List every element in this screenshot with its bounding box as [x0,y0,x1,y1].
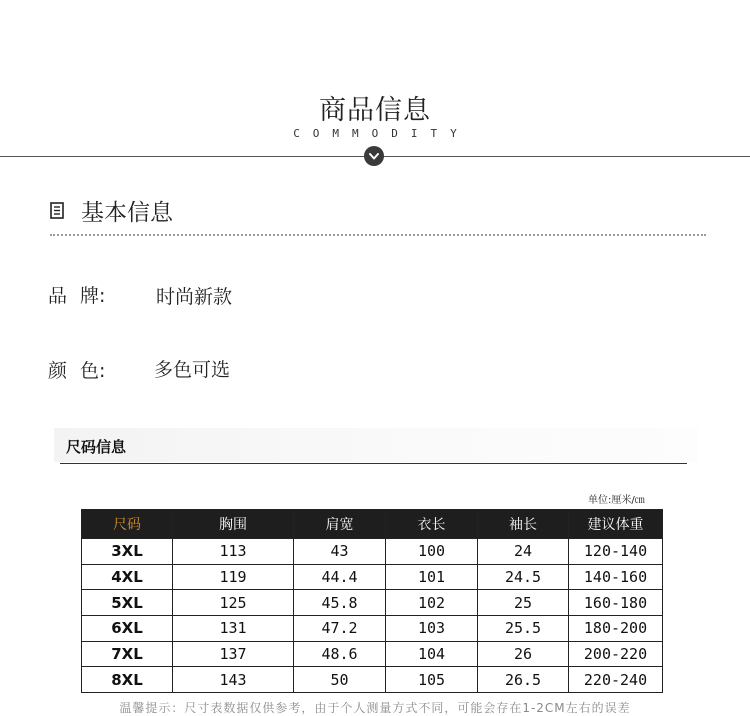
table-cell: 24 [478,539,569,565]
table-cell: 140-160 [569,564,663,590]
table-row [82,615,663,641]
table-cell: 3XL [82,539,173,565]
table-cell: 43 [294,539,386,565]
table-cell: 125 [173,590,294,616]
size-info-title: 尺码信息 [66,438,127,456]
table-cell: 6XL [82,615,173,641]
table-cell: 26.5 [478,667,569,693]
column-header: 胸围 [173,510,294,539]
table-cell: 113 [173,539,294,565]
table-cell: 25 [478,590,569,616]
chevron-down-icon [364,146,384,166]
color-label-char-1: 颜 [48,360,68,382]
table-cell: 180-200 [569,615,663,641]
column-header: 尺码 [82,510,173,539]
table-cell: 25.5 [478,615,569,641]
size-table [81,509,663,693]
table-cell: 100 [386,539,478,565]
table-cell: 137 [173,641,294,667]
size-info-divider [60,463,687,464]
size-info-band [54,428,698,462]
table-cell: 7XL [82,641,173,667]
table-cell: 4XL [82,564,173,590]
column-header: 袖长 [478,510,569,539]
dotted-divider [50,234,706,236]
table-cell: 48.6 [294,641,386,667]
column-header: 建议体重 [569,510,663,539]
table-row [82,667,663,693]
table-cell: 45.8 [294,590,386,616]
brand-label-char-1: 品 [48,285,68,307]
page-subtitle: COMMODITY [293,127,470,140]
table-cell: 103 [386,615,478,641]
table-cell: 8XL [82,667,173,693]
table-cell: 143 [173,667,294,693]
table-cell: 47.2 [294,615,386,641]
table-cell: 26 [478,641,569,667]
table-cell: 160-180 [569,590,663,616]
table-cell: 131 [173,615,294,641]
table-cell: 102 [386,590,478,616]
brand-label-char-2: 牌: [80,285,106,307]
color-label-char-2: 色: [80,360,106,382]
table-cell: 105 [386,667,478,693]
table-row [82,590,663,616]
table-cell: 120-140 [569,539,663,565]
table-cell: 104 [386,641,478,667]
color-value: 多色可选 [154,359,231,381]
table-cell: 50 [294,667,386,693]
unit-label: 单位:厘米/㎝ [588,495,645,506]
table-row [82,539,663,565]
brand-value: 时尚新款 [156,286,233,308]
table-row [82,564,663,590]
table-cell: 101 [386,564,478,590]
table-cell: 119 [173,564,294,590]
table-row [82,641,663,667]
column-header: 衣长 [386,510,478,539]
basic-info-title: 基本信息 [81,200,173,226]
document-icon [50,202,64,219]
size-note: 温馨提示：尺寸表数据仅供参考，由于个人测量方式不同，可能会存在1-2CM左右的误差 [119,701,631,715]
table-cell: 200-220 [569,641,663,667]
table-cell: 220-240 [569,667,663,693]
table-cell: 5XL [82,590,173,616]
table-cell: 44.4 [294,564,386,590]
column-header: 肩宽 [294,510,386,539]
page-title: 商品信息 [319,95,431,126]
table-header-row [82,510,663,539]
table-cell: 24.5 [478,564,569,590]
